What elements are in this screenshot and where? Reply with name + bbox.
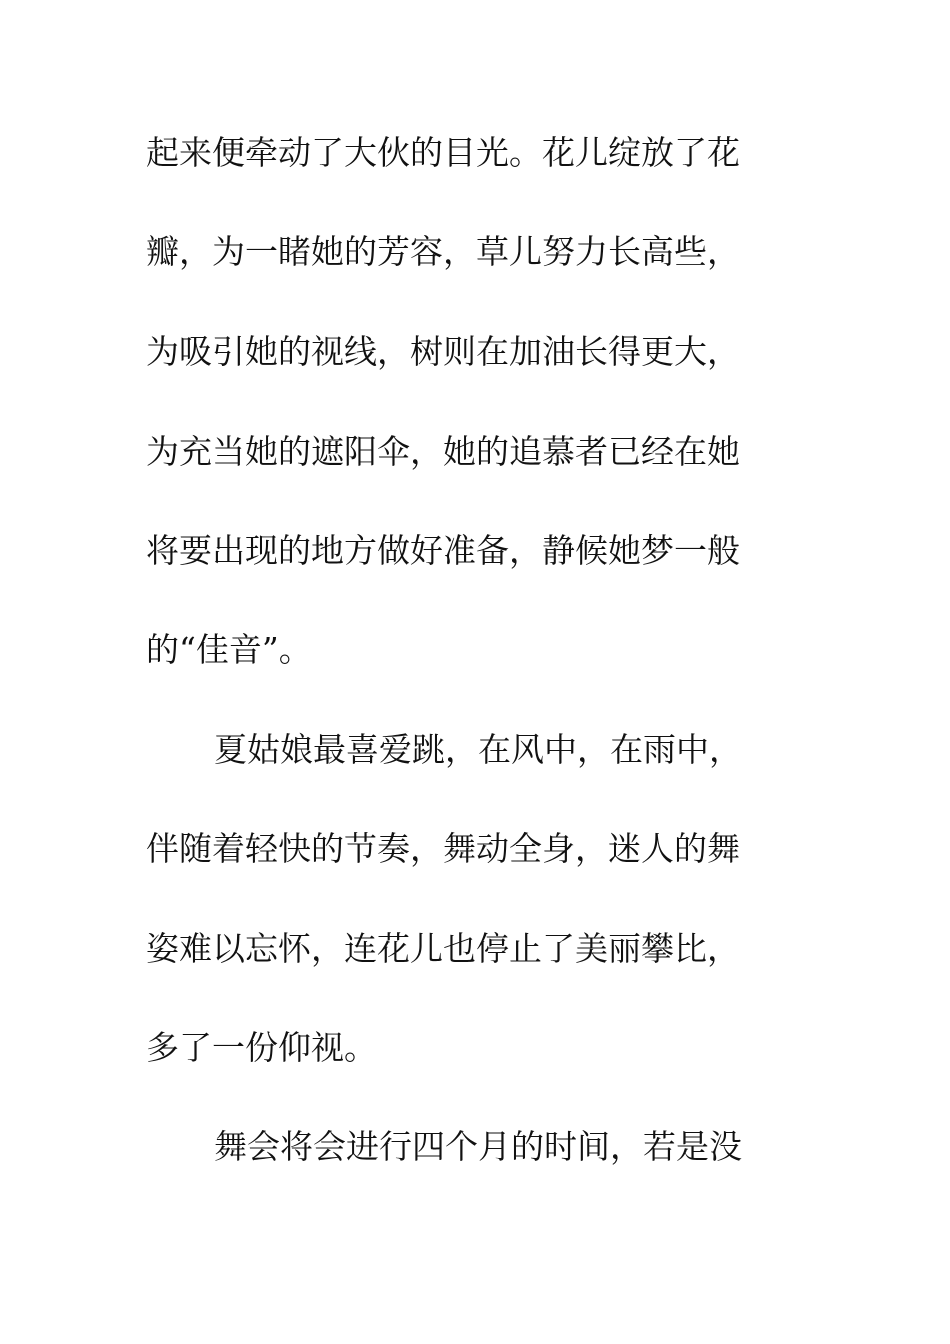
text-line: 多了一份仰视。 — [146, 1028, 377, 1067]
text-line: 为吸引她的视线，树则在加油长得更大， — [146, 332, 740, 371]
text-line: 起来便牵动了大伙的目光。花儿绽放了花 — [146, 133, 740, 172]
text-line: 将要出现的地方做好准备，静候她梦一般 — [146, 531, 740, 570]
paragraph-start-line: 夏姑娘最喜爱跳，在风中，在雨中， — [214, 730, 742, 769]
text-line: 瓣，为一睹她的芳容，草儿努力长高些， — [146, 232, 740, 271]
paragraph-start-line: 舞会将会进行四个月的时间，若是没 — [214, 1127, 742, 1166]
text-line: 姿难以忘怀，连花儿也停止了美丽攀比， — [146, 929, 740, 968]
text-line: 为充当她的遮阳伞，她的追慕者已经在她 — [146, 432, 740, 471]
text-line: 伴随着轻快的节奏，舞动全身，迷人的舞 — [146, 829, 740, 868]
text-line: 的“佳音”。 — [146, 630, 312, 669]
